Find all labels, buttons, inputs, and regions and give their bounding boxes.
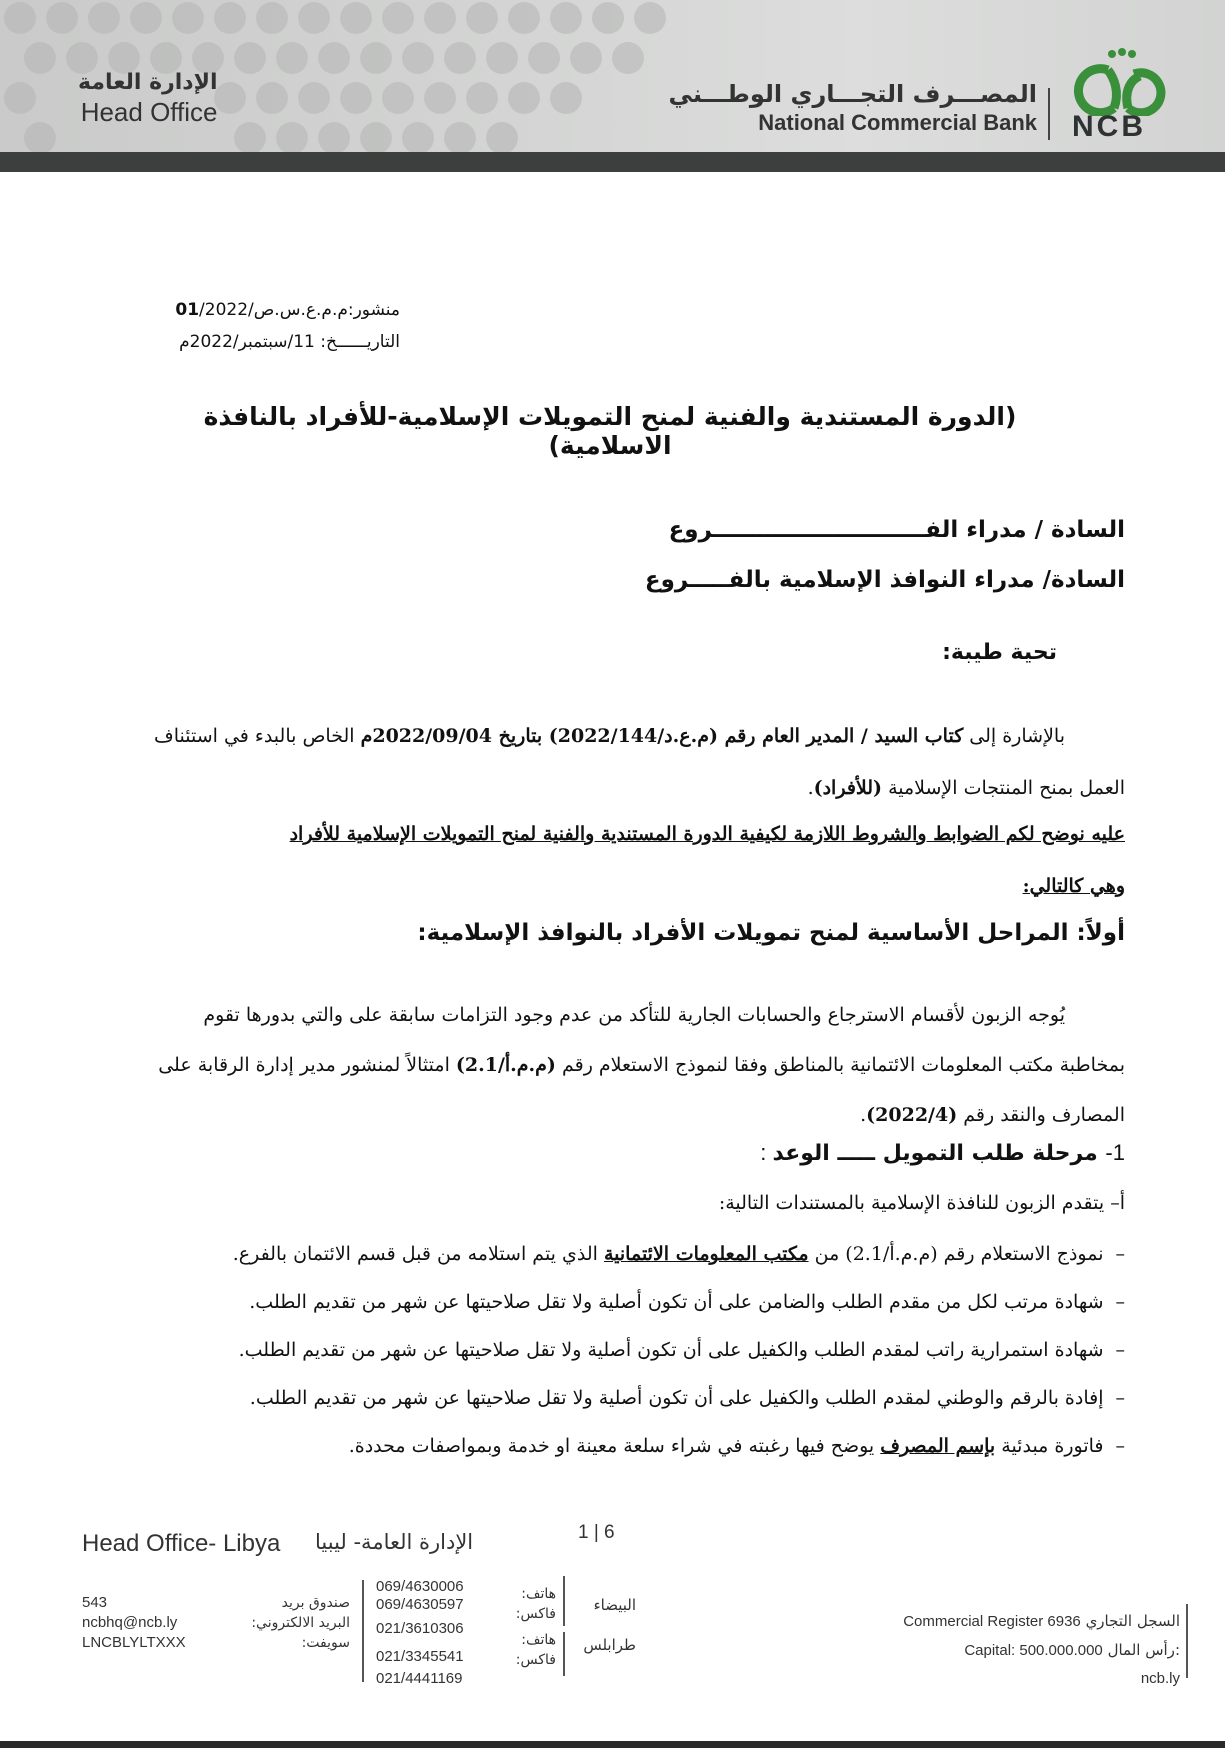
- stage-title: مرحلة طلب التمويل ـــــ الوعد: [772, 1141, 1098, 1166]
- item-text: فاتورة مبدئية: [995, 1435, 1104, 1457]
- city1-phone-label: هاتف:: [521, 1586, 556, 1602]
- bank-name-en: National Commercial Bank: [758, 110, 1037, 135]
- po-box-value: 543: [82, 1594, 108, 1611]
- bank-name: [669, 80, 1037, 136]
- addressee-branch-managers: السادة / مدراء الفـــــــــــــــــــــــــــروع: [668, 517, 1125, 543]
- head-office-ar: الإدارة العامة: [78, 70, 218, 95]
- list-item: [125, 1230, 1125, 1278]
- bank-name-ar: المصـــرف التجـــاري الوطـــني: [668, 80, 1037, 108]
- header-divider: [1048, 88, 1050, 140]
- register-en: Commercial Register 6936: [903, 1613, 1081, 1630]
- city1-fax-label: فاكس:: [515, 1606, 556, 1622]
- circular-year: /2022: [199, 300, 249, 320]
- city2-divider: [563, 1632, 565, 1676]
- capital-line: [820, 1636, 1180, 1665]
- p1-text: بالإشارة إلى: [963, 725, 1065, 747]
- p3-text: يُوجه الزبون لأقسام الاسترجاع والحسابات الجارية للتأكد من عدم وجود التزامات سابقة على والتي بدورها تقوم بمخاطبة مكتب المعلومات الائتمانية بالمناطق وفقا لنموذج الاستعلام رقم: [203, 1004, 1125, 1076]
- stage-colon: :: [760, 1140, 773, 1165]
- date-value: 11/سبتمبر/2022م: [179, 332, 315, 352]
- city2-fax: 021/4441169: [376, 1670, 463, 1687]
- footer-phone-numbers: [376, 1578, 464, 1688]
- ncb-logo-icon: [1068, 46, 1180, 116]
- footer-title-en: Head Office- Libya: [82, 1530, 281, 1557]
- list-item: [125, 1278, 1125, 1326]
- swift-value: LNCBLYLTXXX: [82, 1634, 186, 1651]
- date-line: [140, 326, 400, 358]
- item-text: شهادة مرتب لكل من مقدم الطلب والضامن على أن تكون أصلية ولا تقل صلاحيتها عن شهر من تقديم الطلب.: [249, 1291, 1104, 1313]
- paragraph-conditions-intro: [135, 808, 1125, 912]
- register-line: [820, 1607, 1180, 1636]
- item-text: شهادة استمرارية راتب لمقدم الطلب والكفيل على أن تكون أصلية ولا تقل صلاحيتها عن شهر من تقديم الطلب.: [238, 1339, 1104, 1361]
- circular-number-line: [140, 294, 400, 326]
- capital-ar: رأس المال:: [1107, 1641, 1180, 1659]
- capital-en: Capital: 500.000.000: [964, 1642, 1103, 1659]
- dash-bullet: –: [1115, 1435, 1125, 1457]
- p1-period: .: [807, 777, 814, 799]
- p1-individuals: (للأفراد): [813, 777, 883, 799]
- addressees: [645, 505, 1125, 605]
- circular-reference: [140, 294, 400, 358]
- po-box-label: صندوق بريد: [281, 1595, 350, 1611]
- letterhead: [0, 0, 1225, 172]
- item-text-cont: يوضح فيها رغبته في شراء سلعة معينة او خدمة وبمواصفات محددة.: [348, 1435, 881, 1457]
- p3-text-cont: امتثالاً لمنشور مدير إدارة الرقابة على المصارف والنقد رقم: [158, 1054, 1125, 1126]
- p3-circular-ref: (2022/4): [866, 1104, 958, 1126]
- date-label: التاريــــــخ:: [320, 332, 400, 352]
- list-item: [125, 1422, 1125, 1470]
- ncb-logo: [1068, 46, 1180, 142]
- city2-fax-label: فاكس:: [515, 1652, 556, 1668]
- dash-bullet: –: [1115, 1339, 1125, 1361]
- item-emphasis: بإسم المصرف: [880, 1435, 996, 1457]
- dash-bullet: –: [1115, 1243, 1125, 1265]
- registration-divider: [1186, 1604, 1188, 1678]
- city2-phone-label: هاتف:: [521, 1632, 556, 1648]
- document-title: (الدورة المستندية والفنية لمنح التمويلات الإسلامية-للأفراد بالنافذة الاسلامية): [203, 402, 1017, 460]
- section-heading-first: أولاً: المراحل الأساسية لمنح تمويلات الأفراد بالنوافذ الإسلامية:: [417, 920, 1125, 946]
- email-link[interactable]: ncbhq@ncb.ly: [82, 1614, 178, 1631]
- p3-period: .: [860, 1104, 867, 1126]
- stage-heading: [760, 1140, 1125, 1166]
- dash-bullet: –: [1115, 1291, 1125, 1313]
- city2-name: طرابلس: [583, 1636, 636, 1654]
- p2-line1: عليه نوضح لكم الضوابط والشروط اللازمة لكيفية الدورة المستندية والفنية لمنح التمويلات الإسلامية للأفراد: [289, 823, 1125, 845]
- footer-band: [0, 1741, 1225, 1748]
- dash-bullet: –: [1115, 1387, 1125, 1409]
- city2-phone: 021/3345541: [376, 1648, 464, 1665]
- list-item: [125, 1326, 1125, 1374]
- item-text: إفادة بالرقم والوطني لمقدم الطلب والكفيل على أن تكون أصلية ولا تقل صلاحيتها عن شهر من تقديم الطلب.: [249, 1387, 1104, 1409]
- city1-phone-2: 069/4630597: [376, 1596, 464, 1613]
- footer-divider: [362, 1580, 364, 1682]
- head-office-en: Head Office: [80, 97, 218, 127]
- item-text-cont: الذي يتم استلامه من قبل قسم الائتمان بالفرع.: [232, 1243, 604, 1265]
- city1-name: البيضاء: [593, 1596, 636, 1614]
- p1-letter-ref: كتاب السيد / المدير العام رقم (م.ع.د/2022/144) بتاريخ 2022/09/04م: [360, 725, 964, 747]
- item-text: نموذج الاستعلام رقم (م.م.أ/2.1) من: [808, 1243, 1104, 1265]
- page-number: 1 | 6: [578, 1522, 615, 1543]
- register-ar: السجل التجاري: [1085, 1612, 1180, 1630]
- city1-phone-1: 069/4630006: [376, 1578, 464, 1595]
- greeting: تحية طيبة:: [942, 640, 1057, 665]
- p2-line2: وهي كالتالي:: [1022, 875, 1125, 897]
- circular-number: 01: [175, 300, 200, 320]
- required-documents-list: [125, 1230, 1125, 1470]
- logo-text: NCB: [1072, 110, 1146, 143]
- footer-title-ar: الإدارة العامة- ليبيا: [315, 1530, 474, 1554]
- paragraph-customer-referral: [135, 990, 1125, 1140]
- circular-label: منشور:م.م.ع.س.ص/: [248, 300, 400, 320]
- paragraph-reference: [135, 710, 1125, 814]
- swift-label: سويفت:: [301, 1635, 350, 1651]
- footer-contact-labels: [240, 1593, 350, 1653]
- sub-item-a: أ– يتقدم الزبون للنافذة الإسلامية بالمستندات التالية:: [718, 1192, 1125, 1214]
- p3-form-ref: (م.م.أ/2.1): [455, 1054, 556, 1076]
- head-office-label: [78, 70, 218, 128]
- list-item: [125, 1374, 1125, 1422]
- footer-contact-values: [82, 1593, 186, 1653]
- item-emphasis: مكتب المعلومات الائتمانية: [603, 1243, 809, 1265]
- footer-cities: [570, 1596, 636, 1654]
- stage-number: 1-: [1105, 1140, 1125, 1165]
- addressee-window-managers: السادة/ مدراء النوافذ الإسلامية بالفـــــروع: [644, 567, 1125, 593]
- footer-registration: [820, 1607, 1180, 1693]
- city1-fax: 021/3610306: [376, 1620, 464, 1637]
- city1-divider: [563, 1576, 565, 1626]
- header-band: [0, 152, 1225, 172]
- website-link[interactable]: ncb.ly: [1140, 1670, 1180, 1687]
- footer-phone-labels: [500, 1586, 556, 1668]
- email-label: البريد الالكتروني:: [251, 1615, 350, 1631]
- p1-text-cont: الخاص بالبدء في استئناف العمل بمنح المنتجات الإسلامية: [154, 725, 1125, 799]
